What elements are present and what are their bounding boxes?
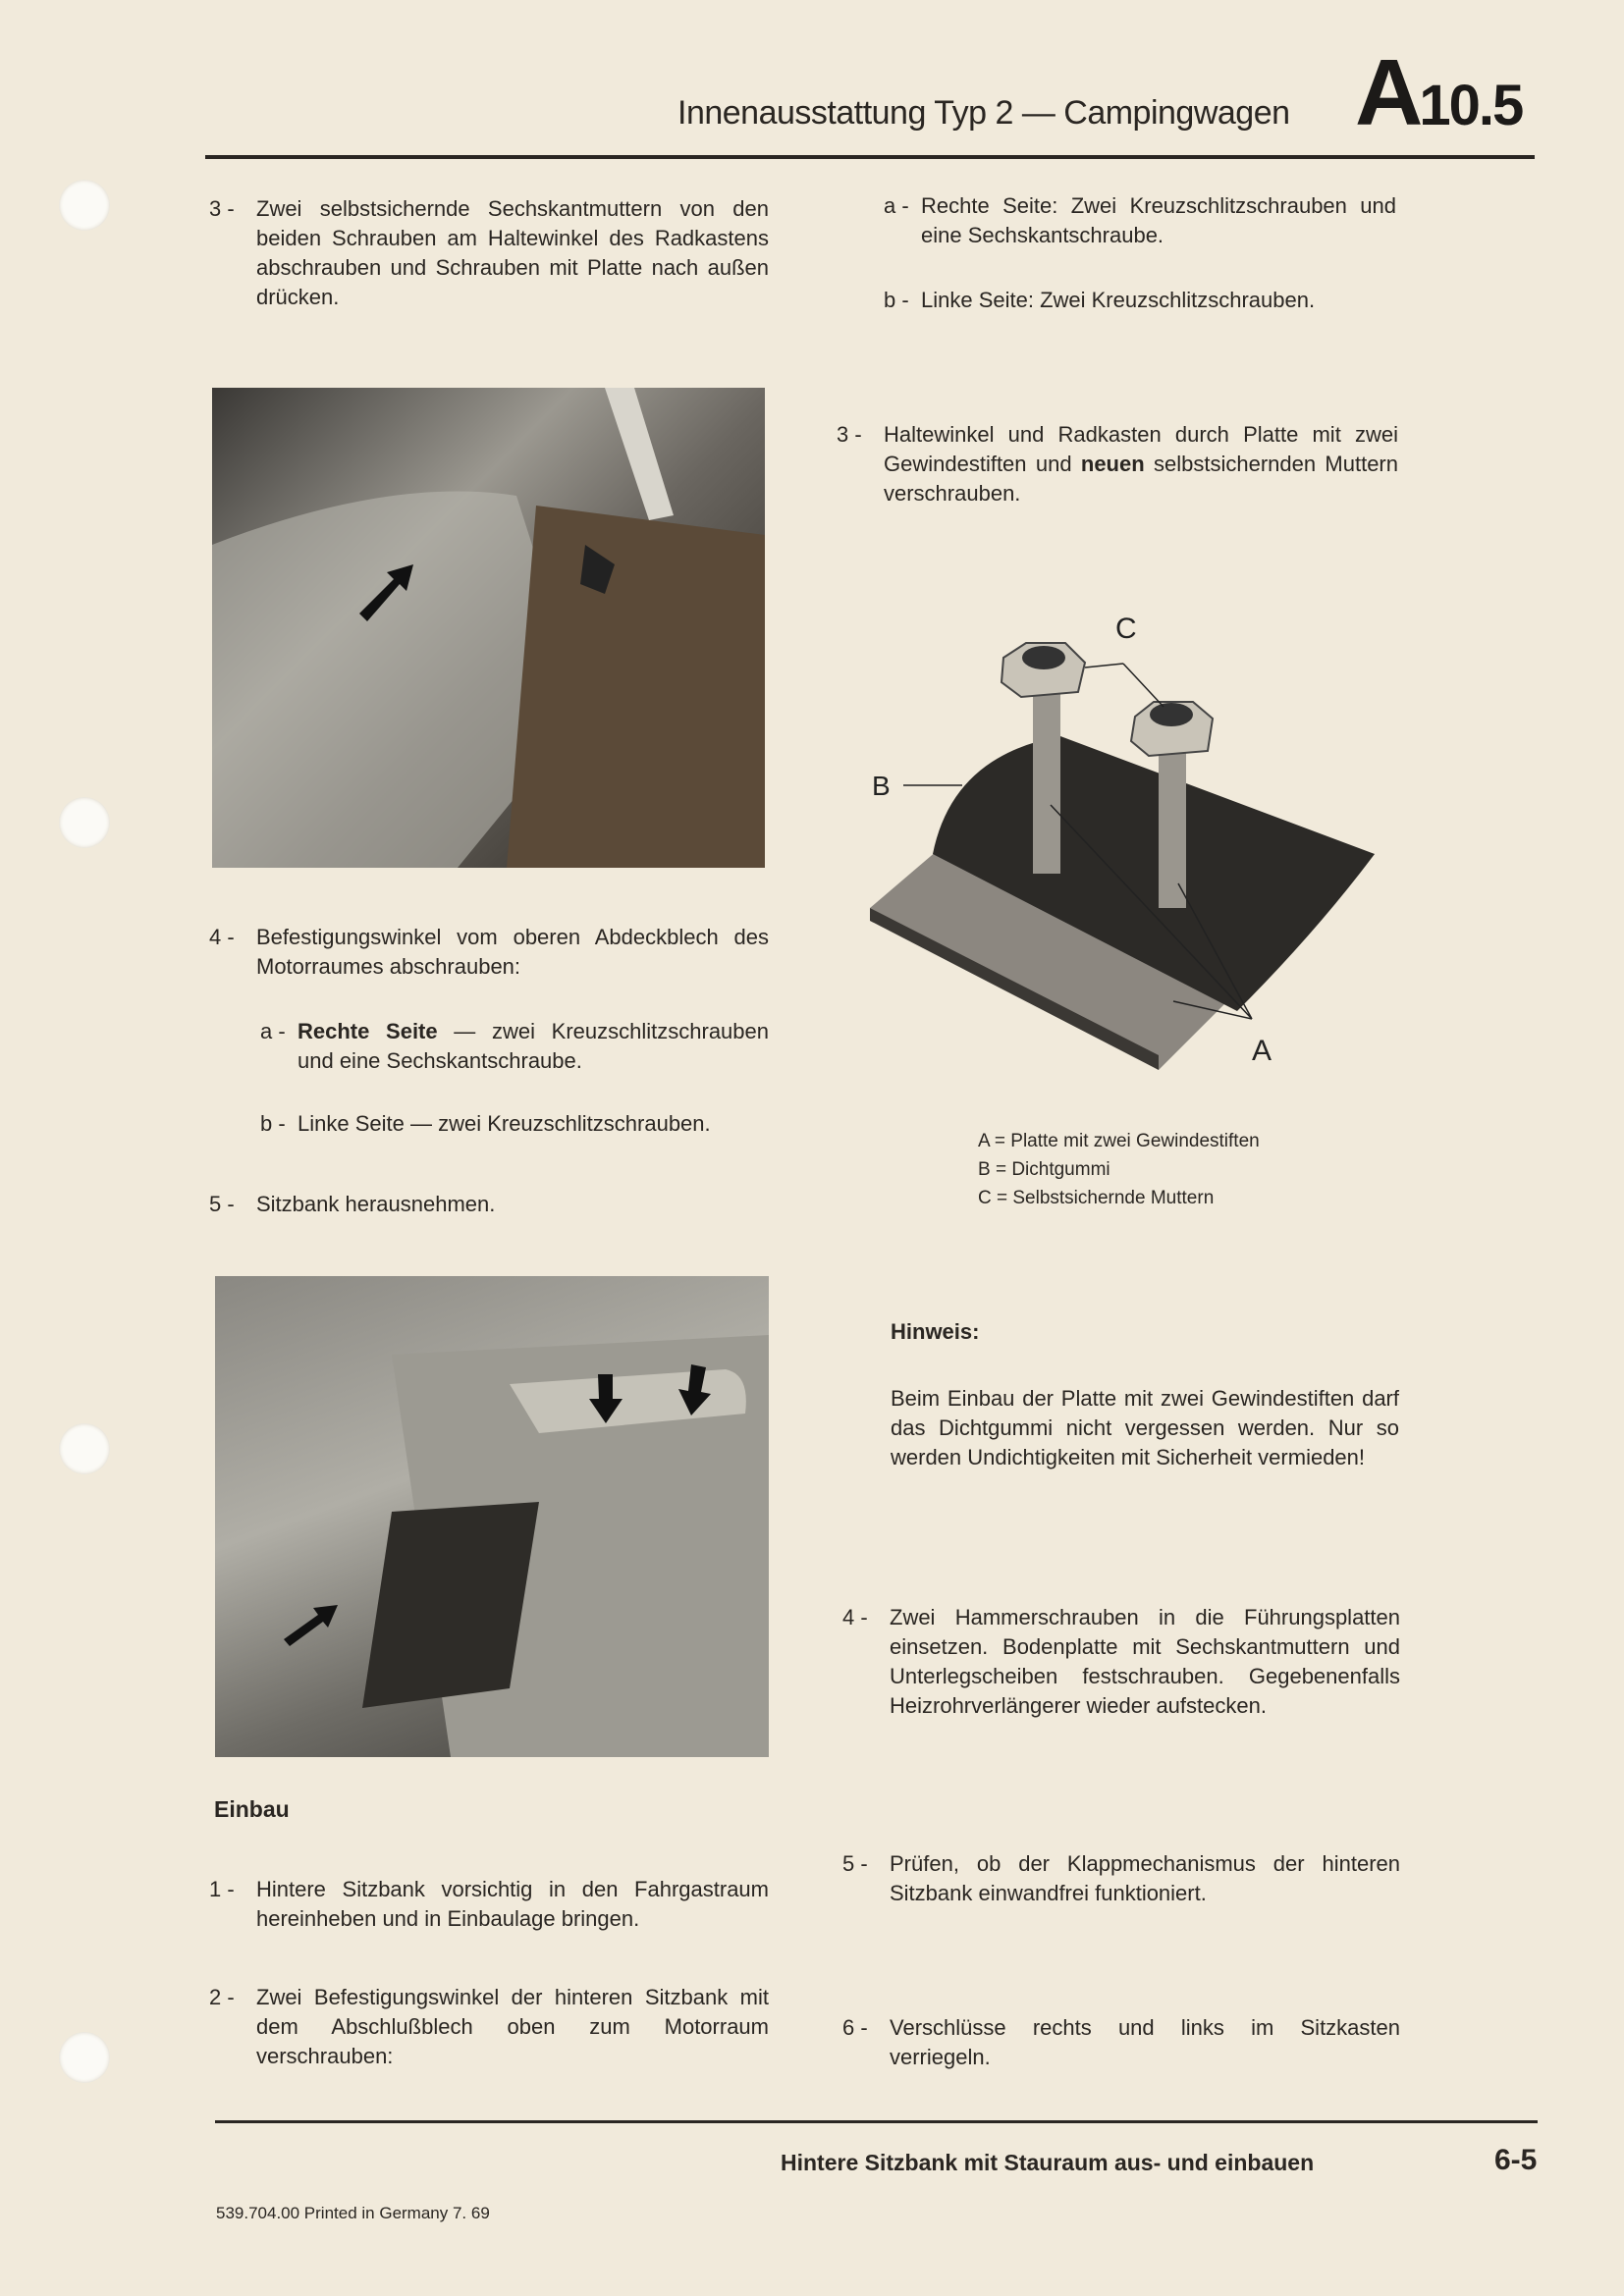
label-b: B	[872, 771, 891, 801]
photo-illustration	[212, 388, 765, 868]
label-c: C	[1115, 613, 1137, 645]
section-number: 10.5	[1419, 74, 1523, 137]
step-6-install: 6 - Verschlüsse rechts und links im Sitzkasten verriegeln.	[842, 2015, 1400, 2069]
note-text: Beim Einbau der Platte mit zwei Gewindestiften darf das Dichtgummi nicht vergessen werden. Nur so werden Undichtigkeiten mit Sicherheit vermieden!	[891, 1386, 1399, 1469]
arrow-icon	[284, 1605, 338, 1646]
note-heading: Hinweis:	[891, 1319, 980, 1344]
page-title: Innenausstattung Typ 2 — Campingwagen	[677, 94, 1290, 132]
punch-hole	[59, 180, 110, 231]
step-5-remove: 5 - Sitzbank herausnehmen.	[209, 1192, 496, 1216]
punch-hole	[59, 797, 110, 848]
label-a: A	[1252, 1035, 1272, 1067]
photo-wheel-housing-bracket	[212, 388, 765, 868]
section-letter: A	[1355, 40, 1420, 145]
photo-illustration	[215, 1276, 769, 1757]
step-2b-install: b - Linke Seite: Zwei Kreuzschlitzschrauben.	[884, 288, 1316, 312]
step-2a-install: a - Rechte Seite: Zwei Kreuzschlitzschrauben und eine Sechskantschraube.	[884, 193, 1396, 247]
step-4a: a - Rechte Seite — zwei Kreuzschlitzschrauben und eine Sechskantschraube.	[260, 1019, 769, 1073]
punch-hole	[59, 1423, 110, 1474]
step-5-install: 5 - Prüfen, ob der Klappmechanismus der hinteren Sitzbank einwandfrei funktioniert.	[842, 1851, 1400, 1905]
photo-seat-brackets	[215, 1276, 769, 1757]
step-3-remove: 3 - Zwei selbstsichernde Sechskantmuttern von den beiden Schrauben am Haltewinkel des Radkastens abschrauben und Schrauben mit Platte nach außen drücken.	[209, 196, 769, 309]
step-1-install: 1 - Hintere Sitzbank vorsichtig in den Fahrgastraum hereinheben und in Einbaulage bringen.	[209, 1877, 769, 1931]
step-3-install: 3 - Haltewinkel und Radkasten durch Platte mit zwei Gewindestiften und neuen selbstsichernden Muttern verschrauben.	[837, 422, 1398, 506]
step-4b: b - Linke Seite — zwei Kreuzschlitzschrauben.	[260, 1111, 711, 1136]
diagram-legend	[978, 1127, 1260, 1212]
punch-hole	[59, 2032, 110, 2083]
step-4-install: 4 - Zwei Hammerschrauben in die Führungsplatten einsetzen. Bodenplatte mit Sechskantmuttern und Unterlegscheiben festschrauben. Gegebenenfalls Heizrohrverlängerer wieder aufstecken.	[842, 1605, 1400, 1718]
print-info: 539.704.00 Printed in Germany 7. 69	[216, 2204, 490, 2222]
footer-title: Hintere Sitzbank mit Stauraum aus- und einbauen	[781, 2150, 1315, 2175]
step-4-remove: 4 - Befestigungswinkel vom oberen Abdeckblech des Motorraumes abschrauben:	[209, 925, 769, 979]
footer-rule	[215, 2120, 1538, 2123]
legend-c: C = Selbstsichernde Muttern	[978, 1188, 1215, 1208]
step-2-install: 2 - Zwei Befestigungswinkel der hinteren Sitzbank mit dem Abschlußblech oben zum Motorraum verschrauben:	[209, 1985, 769, 2068]
header-rule	[205, 155, 1535, 159]
page-number: 6-5	[1494, 2144, 1538, 2176]
einbau-heading: Einbau	[214, 1796, 290, 1822]
plate-diagram	[864, 609, 1394, 1070]
legend-a: A = Platte mit zwei Gewindestiften	[978, 1131, 1260, 1151]
section-code	[1355, 39, 1522, 147]
legend-b: B = Dichtgummi	[978, 1159, 1110, 1180]
